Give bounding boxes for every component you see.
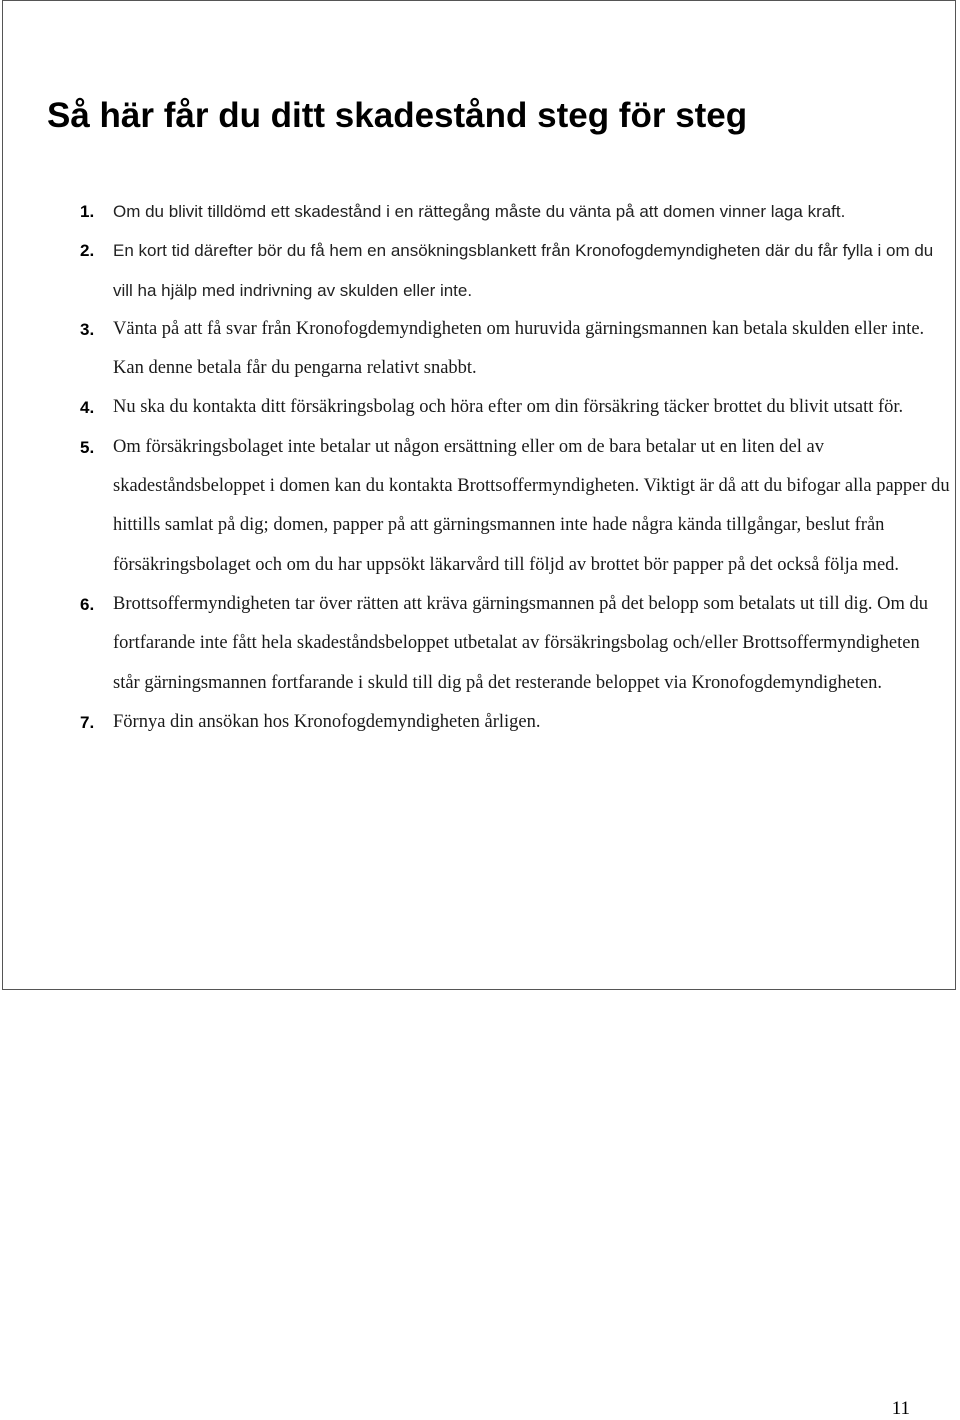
- step-text: Brottsoffermyndigheten tar över rätten att kräva gärningsmannen på det belopp som betalats ut till dig. Om du fortfarande inte fått hela skadeståndsbeloppet utbetalat av försäkringsbolag och/eller Brottsoffermyndigheten står gärningsmannen fortfarande i skuld till dig på det resterande beloppet via Kronofogdemyndigheten.: [113, 593, 928, 693]
- step-item-6: [80, 585, 950, 703]
- step-text: Vänta på att få svar från Kronofogdemyndigheten om huruvida gärningsmannen kan betala skulden eller inte. Kan denne betala får du pengarna relativt snabbt.: [113, 318, 925, 379]
- step-number: 5.: [80, 437, 95, 457]
- step-text: Nu ska du kontakta ditt försäkringsbolag och höra efter om din försäkring täcker brottet du blivit utsatt för.: [113, 397, 904, 418]
- step-item-1: [80, 192, 950, 231]
- step-text: Förnya din ansökan hos Kronofogdemyndigheten årligen.: [113, 711, 541, 732]
- step-item-3: [80, 310, 950, 389]
- step-item-5: [80, 428, 950, 585]
- step-number: 2.: [80, 241, 95, 261]
- step-number: 6.: [80, 594, 95, 614]
- page-number: 11: [891, 1398, 910, 1419]
- step-number: 3.: [80, 319, 95, 339]
- steps-list: [80, 192, 950, 742]
- step-number: 7.: [80, 712, 95, 732]
- step-item-4: [80, 388, 950, 427]
- step-text: Om du blivit tilldömd ett skadestånd i en rättegång måste du vänta på att domen vinner laga kraft.: [113, 202, 846, 221]
- step-text: En kort tid därefter bör du få hem en ansökningsblankett från Kronofogdemyndigheten där du får fylla i om du vill ha hjälp med indrivning av skulden eller inte.: [113, 241, 934, 300]
- step-item-2: [80, 231, 950, 310]
- step-text: Om försäkringsbolaget inte betalar ut någon ersättning eller om de bara betalar ut en liten del av skadeståndsbeloppet i domen kan du kontakta Brottsoffermyndigheten. Viktigt är då att du bifogar alla papper du hittills samlat på dig; domen, papper på att gärningsmannen inte hade några kända tillgångar, beslut från försäkringsbolaget och om du har uppsökt läkarvård till följd av brottet bör papper på det också följa med.: [113, 436, 950, 575]
- page-title: Så här får du ditt skadestånd steg för steg: [47, 96, 748, 135]
- step-number: 1.: [80, 202, 95, 221]
- step-item-7: [80, 703, 950, 742]
- step-number: 4.: [80, 398, 95, 418]
